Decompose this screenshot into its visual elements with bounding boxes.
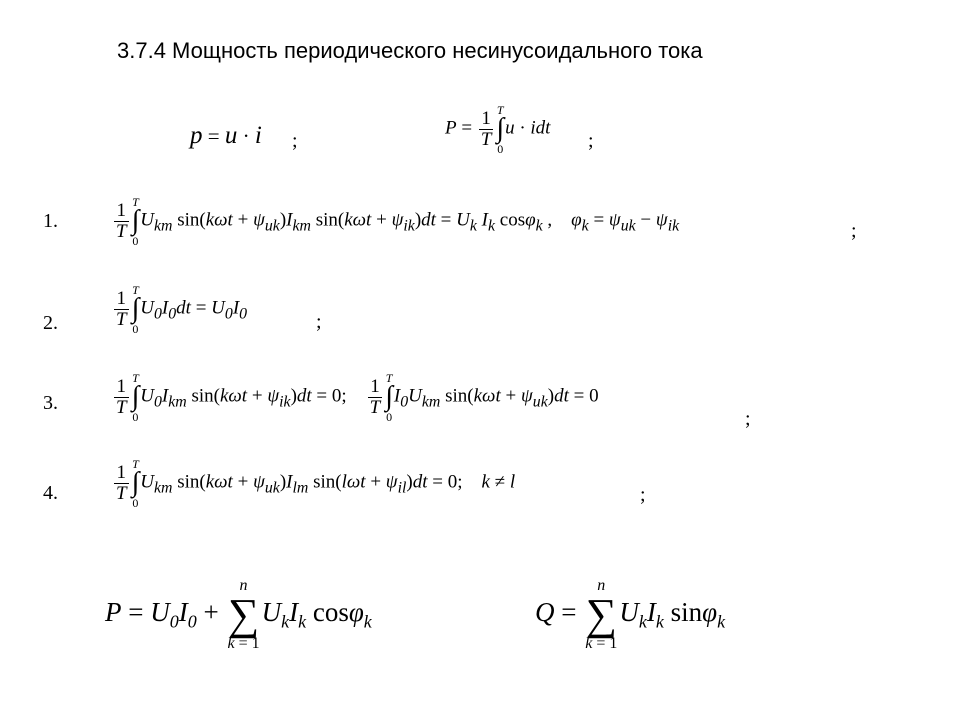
item-number-1: 1. [43,210,58,232]
separator-semicolon: ; [851,220,857,242]
total-reactive-power-formula: Q = n ∑ k = 1 $U_kI_k$ sinφ$_k$ [535,577,726,652]
separator-semicolon: ; [745,408,751,430]
separator-semicolon: ; [316,311,322,333]
different-harmonics-formula: $\frac{1}{T}$ T ∫ 0 $U_{km}$ $\sin(k\omega t + \psi_{uk})I_{lm}$ $\sin(l\omega t + \psi_{il})dt = 0$; k ≠ l [116,457,516,510]
dc-harmonic-cross-formula: $\frac{1}{T}$ T ∫ 0 $U_0I_{km}$ $\sin(k\omega t + \psi_{ik})dt = 0$; $\frac{1}{T}$ T ∫ 0 $I_0U_{km}$ $\sin(k\omega t + \psi_{uk})dt = 0$ [116,371,599,424]
slide-title: 3.7.4 Мощность периодического несинусоидального тока [117,38,703,63]
item-number-2: 2. [43,312,58,334]
separator-semicolon: ; [640,484,646,506]
active-power-integral-formula: P = $\frac{1}{T}$ T ∫ 0 u · idt [445,103,551,156]
instant-power-formula: p = u · i [190,122,262,149]
total-active-power-formula: $P = U_0I_0$ + n ∑ k = 1 $U_kI_k$ cosφ$_k$ [105,577,372,652]
separator-semicolon: ; [588,130,594,152]
harmonic-power-formula: $\frac{1}{T}$ T ∫ 0 $U_{km}$ $\sin(k\omega t + \psi_{uk})I_{km}$ $\sin(k\omega t + \psi_{ik})dt = U_k$ $I_k$ cosφ$_k$ , $\varphi_k = \psi_{uk} - \psi_{ik}$ [116,195,680,248]
dc-power-formula: $\frac{1}{T}$ T ∫ 0 $U_0I_0dt = U_0I_0$ [116,283,248,336]
item-number-3: 3. [43,392,58,414]
separator-semicolon: ; [292,130,298,152]
item-number-4: 4. [43,482,58,504]
